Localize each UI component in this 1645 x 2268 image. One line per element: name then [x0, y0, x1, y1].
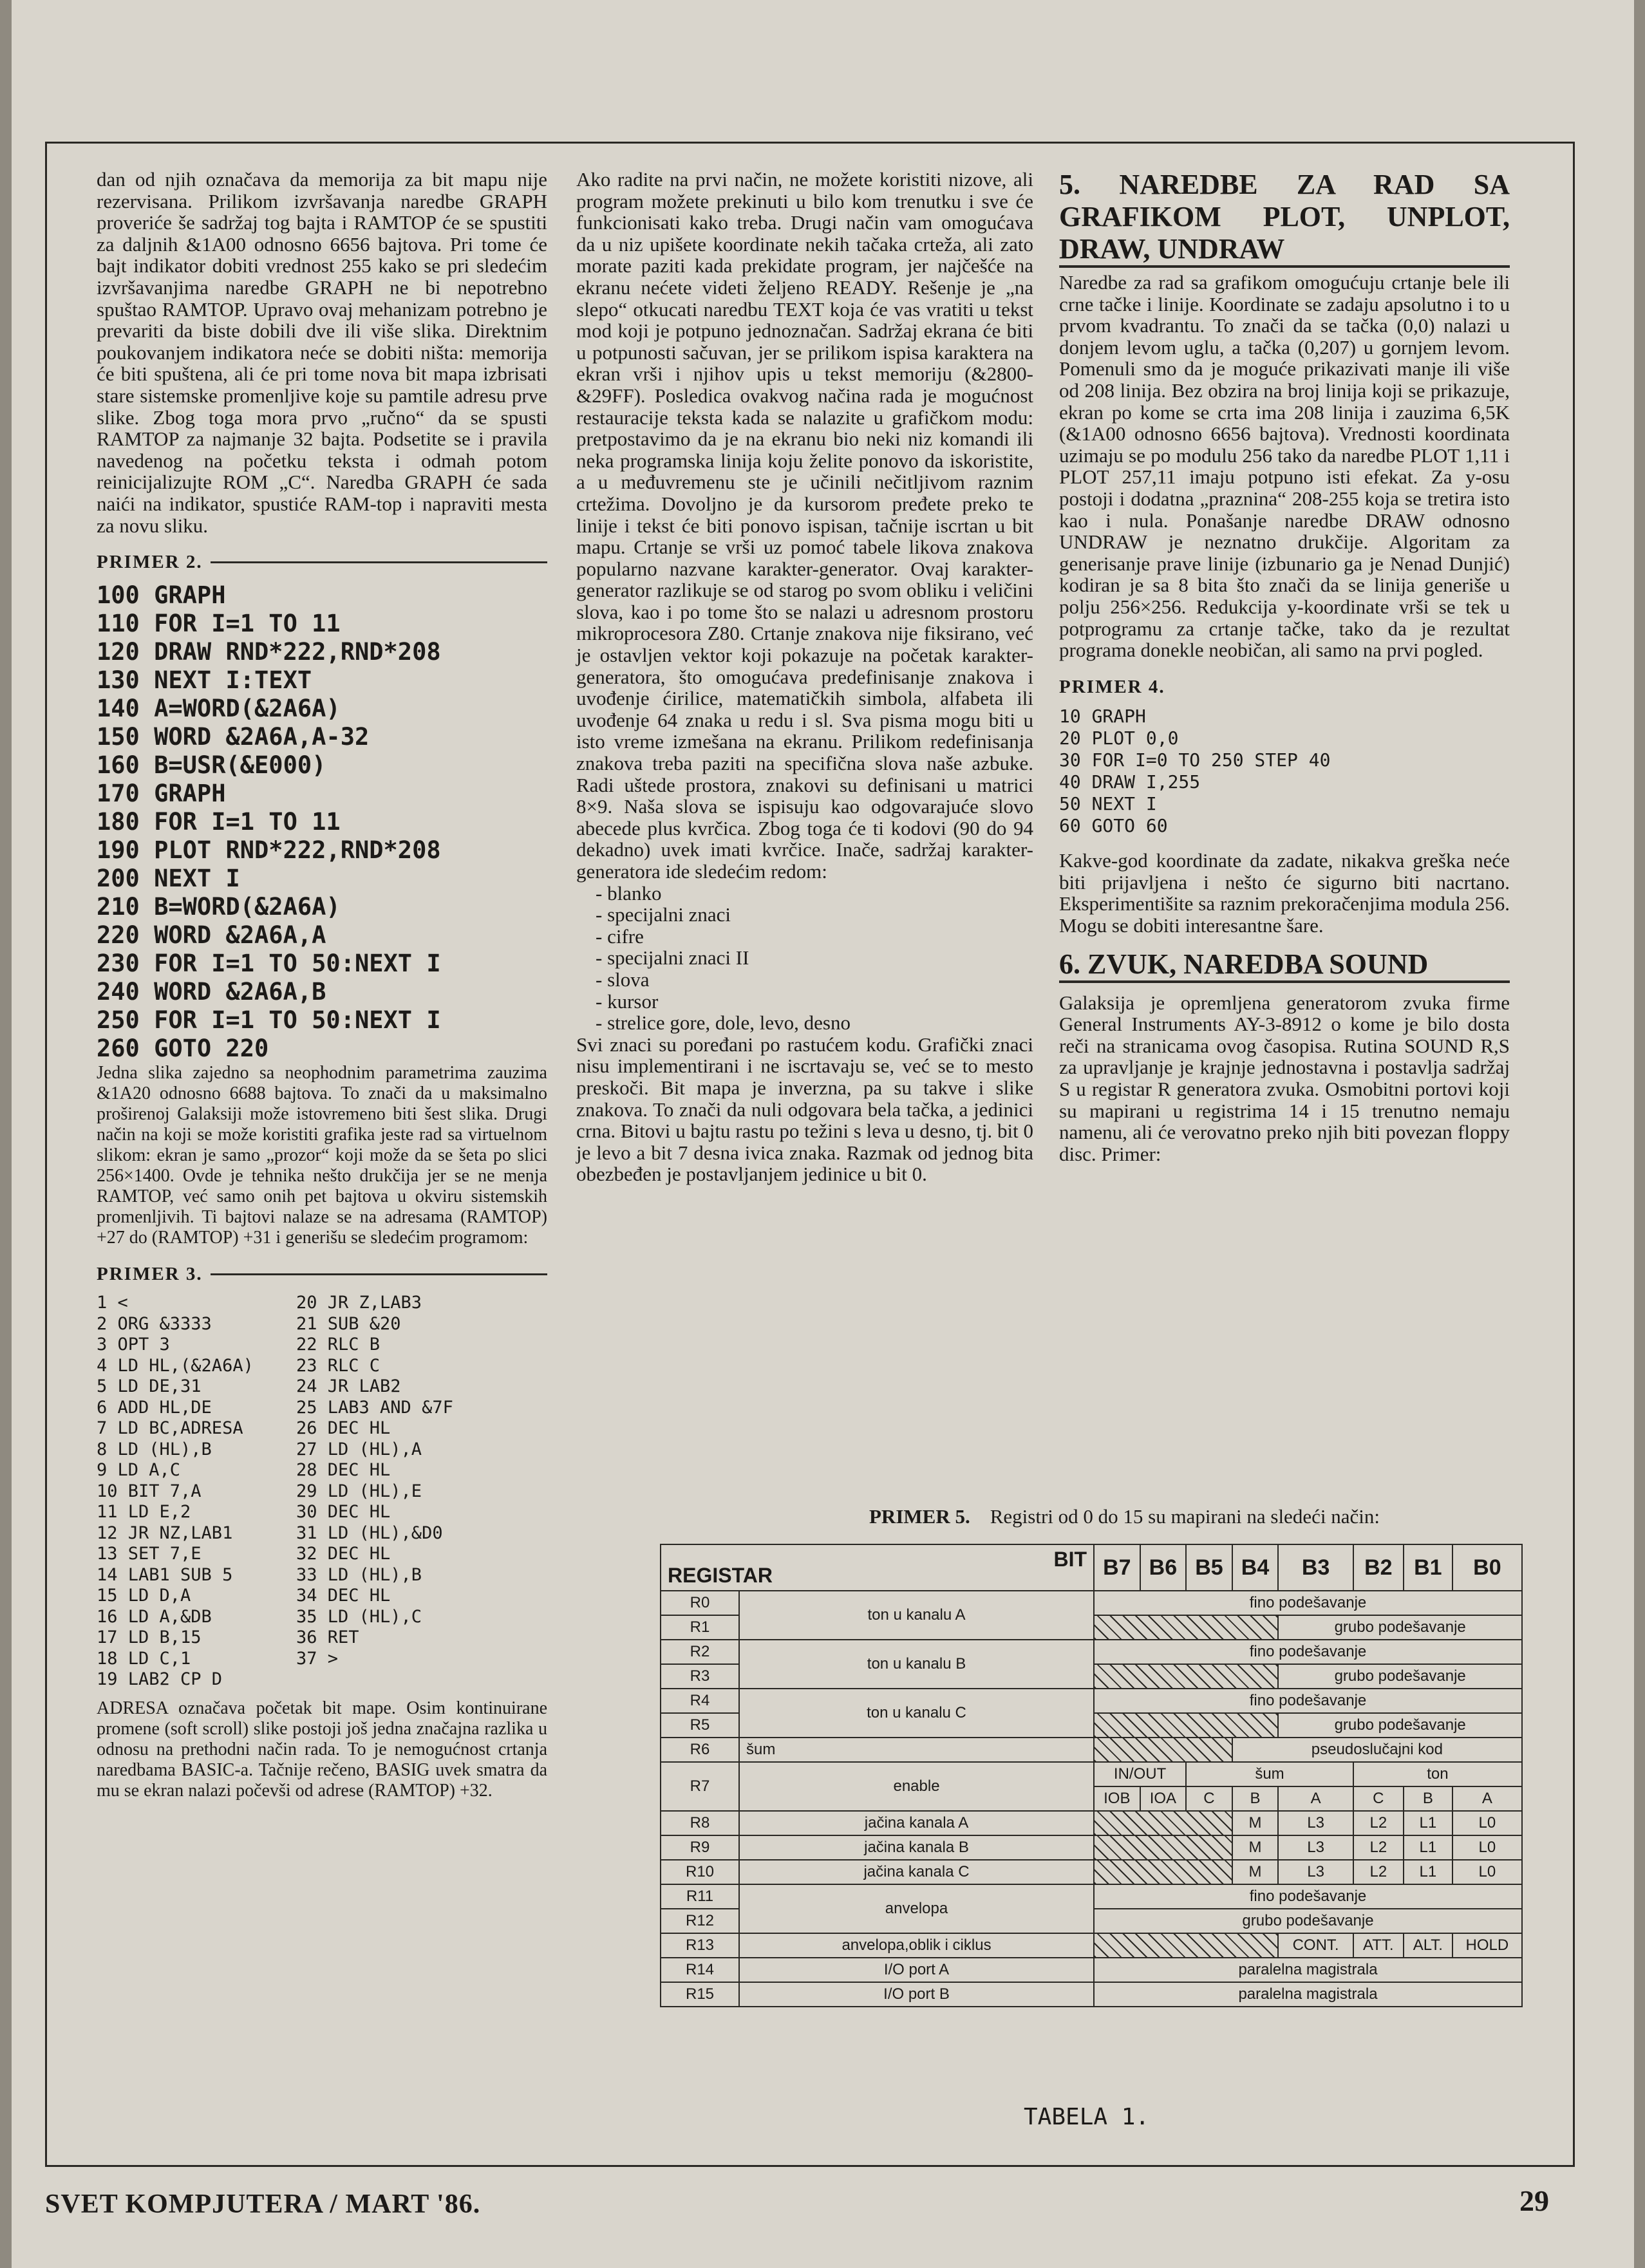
reg-desc: anvelopa,oblik i ciklus — [739, 1933, 1094, 1958]
reg-field: paralelna magistrala — [1094, 1982, 1522, 2007]
reg-field: L1 — [1404, 1811, 1452, 1835]
reg-field: L2 — [1353, 1811, 1404, 1835]
code-line: 140 A=WORD(&2A6A) — [97, 694, 341, 722]
reg-field: grubo podešavanje — [1278, 1713, 1522, 1738]
code-line: 1 < — [97, 1293, 128, 1313]
reg-field: L3 — [1278, 1860, 1353, 1884]
code-line — [296, 1669, 528, 1691]
reg-field: L3 — [1278, 1835, 1353, 1860]
paragraph-after-primer-2: Jedna slika zajedno sa neophodnim parametrima zauzima &1A20 odnosno 6688 bajtova. To znači da u maksimalno proširenoj Galaksiji može istovremeno biti šest slika. Drugi način na koji se može koristiti grafika jeste rad sa virtuelnom slikom: ekran je samo „prozor“ koji može da se šeta po slici 256×1400. Ovde je tehnika nešto drukčija jer se ne menja RAMTOP, već samo onih pet bajtova u okviru sistemskih promenljivih. Ti bajtovi nalaze se na adresama (RAMTOP) +27 do (RAMTOP) +31 i generišu se sledećim programom: — [97, 1062, 547, 1248]
reg-desc: enable — [739, 1762, 1094, 1811]
r7-bit: IOB — [1094, 1786, 1140, 1811]
reg-r2: R2 — [661, 1640, 739, 1664]
code-line: 260 GOTO 220 — [97, 1034, 269, 1062]
code-line: 17 LD B,15 — [97, 1627, 202, 1648]
section-6-text: Galaksija je opremljena generatorom zvuka firme General Instruments AY-3-8912 o kome je bilo dosta reči na stranicama ovog časopisa. Rutina SOUND R,S za upravljanje je krajnje jednostavna i postavlja sadržaj S u registar R generatora zvuka. Osmobitni portovi koji su mapirani u registrima 14 i 15 trenutno nemaju namenu, ali će verovatno preko njih biti povezan floppy disc. Primer: — [1059, 991, 1510, 1165]
code-line: 36 RET — [296, 1627, 359, 1648]
code-line: 13 SET 7,E — [97, 1544, 202, 1564]
code-line: 29 LD (HL),E — [296, 1481, 422, 1501]
list-item: - specijalni znaci — [596, 903, 731, 926]
code-line: 20 PLOT 0,0 — [1059, 727, 1179, 749]
reg-field: L3 — [1278, 1811, 1353, 1835]
reg-field: L2 — [1353, 1860, 1404, 1884]
bit-b1: B1 — [1404, 1544, 1452, 1591]
code-line: 26 DEC HL — [296, 1418, 391, 1439]
reg-field: ALT. — [1404, 1933, 1452, 1958]
code-line: 22 RLC B — [296, 1335, 381, 1355]
code-line: 15 LD D,A — [97, 1586, 191, 1606]
reg-field: L0 — [1452, 1860, 1522, 1884]
unused-bits — [1094, 1713, 1278, 1738]
col2-paragraph: Ako radite na prvi način, ne možete koristiti nizove, ali program možete prekinuti u bilo kom trenutku i sve će funkcionisati kako treba. Drugi način vam omogućava da u niz upišete koordinate nekih tačaka crteža, ali zato morate paziti kada prekidate program, jer najčešće na ekranu nećete videti željeno READY. Rešenje je „na slepo“ otkucati naredbu TEXT koja će vas vratiti u tekst mod koji je potpuno jednoznačan. Sadržaj ekrana će biti u potpunosti sačuvan, jer se prilikom ispisa karaktera na ekran vrši i njihov upis u tekst memoriju (&2800-&29FF). Posledica ovakvog načina rada je mogućnost restauracije teksta kada se nalazite u grafičkom modu: pretpostavimo da je na ekranu bio neki niz komandi ili neka programska linija koju želite ponovo da iskoristite, a u međuvremenu ste je učinili nečitljivom raznim crtežima. Dovoljno je da kursorom pređete preko te linije i tekst će biti ponovo ispisan, tačnije iscrtan u bit mapu. Crtanje se vrši uz pomoć tabele likova znakova popularno nazvane karakter-generator. Ovaj karakter-generator razlikuje se od starog po svom obliku i veličini slova, kao i po tome što se nalazi u adresnom prostoru mikroprocesora Z80. Crtanje znakova nije fiksirano, već je ostavljen vektor koji pokazuje na početak karakter-generatora, što omogućava predefinisanje znakova i uvođenje ćirilice, matematičkih simbola, alfabeta ili uvođenje 64 znaka u redu i sl. Sva pisma mogu biti u isto vreme izmešana na ekranu. Prilikom redefinisanja znakova treba paziti na specifična slova naše azbuke. Radi uštede prostora, znakovi su definisani u matrici 8×9. Naša slova se ispisuju kao odgovarajuće slovo abecede plus kvrčica. Zbog toga će ti kodovi (90 do 94 dekadno) uvek imati kvrčice. Inače, sadržaj karakter-generatora ide sledećim redom: — [576, 168, 1033, 883]
unused-bits — [1094, 1664, 1278, 1689]
unused-bits — [1094, 1860, 1232, 1884]
column-2 — [576, 169, 1033, 1185]
primer-2-label: PRIMER 2. — [97, 552, 547, 574]
reg-field: grubo podešavanje — [1278, 1615, 1522, 1640]
code-line: 11 LD E,2 — [97, 1502, 191, 1523]
reg-desc: jačina kanala B — [739, 1835, 1094, 1860]
r7-bit: A — [1452, 1786, 1522, 1811]
code-line: 160 B=USR(&E000) — [97, 751, 326, 779]
code-line: 19 LAB2 CP D — [97, 1669, 223, 1690]
code-line: 31 LD (HL),&D0 — [296, 1523, 443, 1543]
code-line: 4 LD HL,(&2A6A) — [97, 1355, 254, 1376]
code-line: 120 DRAW RND*222,RND*208 — [97, 637, 441, 666]
reg-r15: R15 — [661, 1982, 739, 2007]
code-line: 100 GRAPH — [97, 581, 226, 609]
reg-r14: R14 — [661, 1958, 739, 1982]
code-line: 23 RLC C — [296, 1355, 381, 1376]
reg-r4: R4 — [661, 1689, 739, 1713]
reg-desc: ton u kanalu A — [739, 1591, 1094, 1640]
list-item: - slova — [596, 968, 650, 991]
column-3 — [1059, 169, 1510, 1165]
bit-b5: B5 — [1186, 1544, 1232, 1591]
reg-field: M — [1232, 1860, 1279, 1884]
reg-r5: R5 — [661, 1713, 739, 1738]
reg-r1: R1 — [661, 1615, 739, 1640]
r7-bit: C — [1186, 1786, 1232, 1811]
code-line: 9 LD A,C — [97, 1460, 181, 1481]
code-line: 180 FOR I=1 TO 11 — [97, 807, 341, 836]
code-line: 190 PLOT RND*222,RND*208 — [97, 836, 441, 864]
code-line: 28 DEC HL — [296, 1460, 391, 1481]
reg-field: fino podešavanje — [1094, 1591, 1522, 1615]
primer-4-label: PRIMER 4. — [1059, 676, 1165, 697]
reg-field: L0 — [1452, 1835, 1522, 1860]
r7-bit: A — [1278, 1786, 1353, 1811]
list-item: - kursor — [596, 989, 659, 1013]
code-line: 10 GRAPH — [1059, 706, 1146, 727]
col2-paragraph-2: Svi znaci su poređani po rastućem kodu. Grafički znaci nisu implementirani i ne iscrtavaju se, već se to mesto preskoči. Bit mapa je inverzna, pa su takve i slike znakova. To znači da nuli odgovara bela tačka, a jedinici crna. Bitovi u bajtu rastu po težini s leva u desno, tj. bit 0 je levo a bit 7 desna ivica znaka. Razmak od jednog bita obezbeđen je postavljanjem jedinice u bit 0. — [576, 1033, 1033, 1186]
reg-desc: I/O port A — [739, 1958, 1094, 1982]
primer-4-code — [1059, 706, 1510, 837]
code-line: 25 LAB3 AND &7F — [296, 1397, 453, 1418]
reg-r12: R12 — [661, 1909, 739, 1933]
reg-field: M — [1232, 1811, 1279, 1835]
code-line: 50 NEXT I — [1059, 793, 1157, 815]
r7-bit: C — [1353, 1786, 1404, 1811]
reg-r10: R10 — [661, 1860, 739, 1884]
reg-r9: R9 — [661, 1835, 739, 1860]
reg-field: fino podešavanje — [1094, 1689, 1522, 1713]
reg-desc: jačina kanala C — [739, 1860, 1094, 1884]
reg-field: L2 — [1353, 1835, 1404, 1860]
code-line: 21 SUB &20 — [296, 1313, 401, 1334]
reg-field: L1 — [1404, 1835, 1452, 1860]
code-line: 2 ORG &3333 — [97, 1313, 212, 1334]
code-line: 230 FOR I=1 TO 50:NEXT I — [97, 949, 441, 977]
reg-r8: R8 — [661, 1811, 739, 1835]
code-line: 250 FOR I=1 TO 50:NEXT I — [97, 1006, 441, 1034]
code-line: 170 GRAPH — [97, 779, 226, 807]
table-corner-header: REGISTAR BIT — [661, 1544, 1094, 1591]
reg-field: L1 — [1404, 1860, 1452, 1884]
code-line: 130 NEXT I:TEXT — [97, 666, 312, 694]
section-5-heading: 5. NAREDBE ZA RAD SA GRAFIKOM PLOT, UNPLOT, DRAW, UNDRAW — [1059, 169, 1510, 268]
reg-r7: R7 — [661, 1762, 739, 1811]
r7-bit: IOA — [1140, 1786, 1187, 1811]
code-line: 3 OPT 3 — [97, 1335, 170, 1355]
list-item: - strelice gore, dole, levo, desno — [596, 1011, 851, 1035]
bit-b4: B4 — [1232, 1544, 1279, 1591]
reg-desc: anvelopa — [739, 1884, 1094, 1933]
code-line: 16 LD A,&DB — [97, 1606, 212, 1627]
code-line: 35 LD (HL),C — [296, 1606, 422, 1627]
section-6-heading: 6. ZVUK, NAREDBA SOUND — [1059, 948, 1510, 983]
table-caption: TABELA 1. — [1024, 2104, 1150, 2130]
reg-field: pseudoslučajni kod — [1232, 1738, 1522, 1762]
reg-field: fino podešavanje — [1094, 1884, 1522, 1909]
reg-r6: R6 — [661, 1738, 739, 1762]
reg-field: CONT. — [1278, 1933, 1353, 1958]
primer-2-code — [97, 581, 547, 1063]
column-1 — [97, 169, 547, 1801]
bit-b3: B3 — [1278, 1544, 1353, 1591]
list-item: - blanko — [596, 881, 662, 904]
code-line: 210 B=WORD(&2A6A) — [97, 892, 341, 921]
code-line: 20 JR Z,LAB3 — [296, 1293, 422, 1313]
magazine-footer: SVET KOMPJUTERA / MART '86. — [45, 2189, 481, 2219]
code-line: 34 DEC HL — [296, 1586, 391, 1606]
reg-r0: R0 — [661, 1591, 739, 1615]
bit-b7: B7 — [1094, 1544, 1140, 1591]
primer-3-code — [97, 1293, 547, 1691]
reg-field: IN/OUT — [1094, 1762, 1186, 1786]
code-line: 27 LD (HL),A — [296, 1439, 422, 1459]
unused-bits — [1094, 1933, 1278, 1958]
reg-field: fino podešavanje — [1094, 1640, 1522, 1664]
reg-r13: R13 — [661, 1933, 739, 1958]
reg-field: šum — [1186, 1762, 1353, 1786]
code-line: 110 FOR I=1 TO 11 — [97, 609, 341, 637]
reg-r11: R11 — [661, 1884, 739, 1909]
reg-field: HOLD — [1452, 1933, 1522, 1958]
reg-field: L0 — [1452, 1811, 1522, 1835]
reg-desc: I/O port B — [739, 1982, 1094, 2007]
reg-field: grubo podešavanje — [1094, 1909, 1522, 1933]
unused-bits — [1094, 1811, 1232, 1835]
reg-desc: jačina kanala A — [739, 1811, 1094, 1835]
code-line: 7 LD BC,ADRESA — [97, 1418, 243, 1439]
code-line: 220 WORD &2A6A,A — [97, 921, 326, 949]
unused-bits — [1094, 1615, 1278, 1640]
bit-b0: B0 — [1452, 1544, 1522, 1591]
list-item: - cifre — [596, 924, 644, 948]
reg-field: M — [1232, 1835, 1279, 1860]
r7-bit: B — [1404, 1786, 1452, 1811]
reg-field: ton — [1353, 1762, 1522, 1786]
reg-desc: ton u kanalu B — [739, 1640, 1094, 1689]
list-item: - specijalni znaci II — [596, 946, 749, 970]
code-line: 32 DEC HL — [296, 1544, 391, 1564]
code-line: 37 > — [296, 1648, 339, 1669]
reg-field: ATT. — [1353, 1933, 1404, 1958]
code-line: 24 JR LAB2 — [296, 1376, 401, 1397]
code-line: 40 DRAW I,255 — [1059, 771, 1201, 793]
code-line: 60 GOTO 60 — [1059, 815, 1168, 837]
code-line: 18 LD C,1 — [97, 1648, 191, 1669]
unused-bits — [1094, 1835, 1232, 1860]
paragraph-after-primer-3: ADRESA označava početak bit mape. Osim kontinuirane promene (soft scroll) slike postoji još jedna značajna razlika u odnosu na prethodni način rada. To je nemogućnost crtanja naredbama BASIC-a. Tačnije rečeno, BASIG uvek smatra da mu se ekran nalazi počevši od adrese (RAMTOP) +32. — [97, 1698, 547, 1801]
code-line: 150 WORD &2A6A,A-32 — [97, 722, 370, 751]
section-5-text: Naredbe za rad sa grafikom omogućuju crtanje bele ili crne tačke i linije. Koordinate se zadaju apsolutno i to u prvom kvadrantu. To znači da se tačka (0,0) nalazi u donjem levom uglu, a tačka (0,207) u gornjem levom. Pomenuli smo da je moguće prikazivati manje ili više od 208 linija. Bez obzira na broj linija koji se prikazuje, ekran po kome se crta ima 208 linija i zauzima 6,5K (&1A00 odnosno 6656 bajtova). Vrednosti koordinata uzimaju se po modulu 256 tako da naredbe PLOT 1,11 i PLOT 257,11 imaju potpuno isti efekat. Za y-osu postoji i dodatna „praznina“ 208-255 koja se tretira isto kao i nula. Ponašanje naredbe DRAW odnosno UNDRAW je neznatno drukčije. Algoritam za generisanje prave linije (izbunario ga je Nenad Dunjić) kodiran je sa 8 bita što znači da se linija generiše u polju 256×256. Redukcija y-koordinate vrši se tek u potprogramu za crtanje tačke, tako da je rezultat programa donekle neobičan, ali samo na prvi pogled. — [1059, 271, 1510, 662]
charset-list — [576, 883, 1033, 1034]
code-line: 30 DEC HL — [296, 1502, 391, 1523]
reg-r3: R3 — [661, 1664, 739, 1689]
code-line: 30 FOR I=0 TO 250 STEP 40 — [1059, 749, 1331, 771]
primer-5-caption: PRIMER 5. Registri od 0 do 15 su mapirani na sledeći način: — [869, 1505, 1380, 1528]
code-line: 10 BIT 7,A — [97, 1481, 202, 1501]
page-number: 29 — [1519, 2184, 1549, 2217]
reg-field: grubo podešavanje — [1278, 1664, 1522, 1689]
code-line: 8 LD (HL),B — [97, 1439, 212, 1459]
bit-b2: B2 — [1353, 1544, 1404, 1591]
code-line: 6 ADD HL,DE — [97, 1397, 212, 1418]
code-line: 240 WORD &2A6A,B — [97, 977, 326, 1006]
register-table — [660, 1544, 1523, 2007]
r7-bit: B — [1232, 1786, 1279, 1811]
intro-paragraph: dan od njih označava da memorija za bit mapu nije rezervisana. Prilikom izvršavanja naredbe GRAPH proveriće še sadržaj tog bajta i RAMTOP će se spustiti za daljnih &1A00 odnosno 6656 bajtova. Pri tome će bajt indikator dobiti vrednost 255 kako se pri sledećim izvršavanjima naredbe GRAPH ne bi nepotrebno spuštao RAMTOP. Upravo ovaj mehanizam potrebno je prevariti da biste dobili dve ili više slika. Direktnim poukovanjem indikatora neće se dobiti ništa: memorija će biti spuštena, ali će pri tome nova bit mapa izbrisati stare sistemske promenljive koje su pamtile adresu prve slike. Zbog toga mora prvo „ručno“ da se spusti RAMTOP za najmanje 32 bajta. Podsetite se i pravila navedenog na početku teksta i odmah potom reinicijalizujte ROM „C“. Naredba GRAPH će sada naići na indikator, spustiće RAM-top i napraviti mesta za novu sliku. — [97, 168, 547, 537]
reg-desc: ton u kanalu C — [739, 1689, 1094, 1738]
code-line: 14 LAB1 SUB 5 — [97, 1564, 233, 1585]
primer-3-label: PRIMER 3. — [97, 1264, 547, 1286]
code-line: 200 NEXT I — [97, 864, 240, 892]
reg-field: paralelna magistrala — [1094, 1958, 1522, 1982]
code-line: 5 LD DE,31 — [97, 1376, 202, 1397]
code-line: 12 JR NZ,LAB1 — [97, 1523, 233, 1543]
bit-b6: B6 — [1140, 1544, 1187, 1591]
unused-bits — [1094, 1738, 1232, 1762]
paragraph-after-primer-4: Kakve-god koordinate da zadate, nikakva greška neće biti prijavljena i nešto će sigurno biti nacrtano. Eksperimentišite sa raznim prekoračenjima modula 256. Mogu se dobiti interesantne šare. — [1059, 849, 1510, 937]
reg-desc: šum — [739, 1738, 1094, 1762]
code-line: 33 LD (HL),B — [296, 1564, 422, 1585]
